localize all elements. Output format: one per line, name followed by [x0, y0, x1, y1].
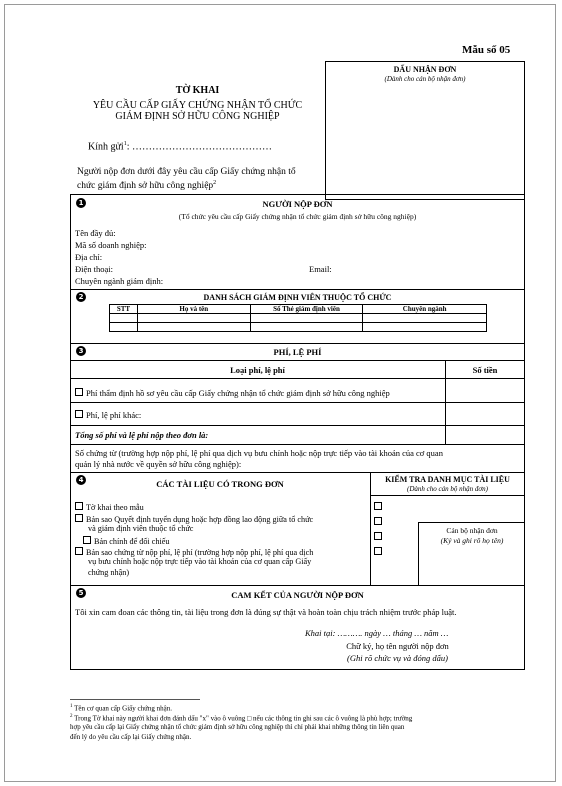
check-box-2[interactable] [374, 517, 382, 525]
section1-subtitle: (Tổ chức yêu cầu cấp Giấy chứng nhận tổ chức giám định sở hữu công nghiệp) [178, 212, 417, 221]
divider [70, 402, 525, 403]
table-cell[interactable] [137, 323, 250, 332]
doc3-label-line3: chứng nhận) [88, 568, 130, 577]
recipient-label: Kính gửi [88, 141, 124, 153]
form-subtitle-line2: GIÁM ĐỊNH SỞ HỮU CÔNG NGHIỆP [115, 111, 280, 122]
fee2-label: Phí, lệ phí khác: [86, 410, 142, 420]
check-note: (Dành cho cán bộ nhận đơn) [407, 485, 488, 493]
divider [70, 585, 525, 586]
divider [70, 360, 525, 361]
doc3-checkbox[interactable] [75, 547, 83, 555]
footnote-2-line2: hợp yêu cầu cấp lại Giấy chứng nhận tổ chức giám định sở hữu công nghiệp thì chỉ phải khai những thông tin liên quan [70, 723, 405, 731]
col-header-name: Họ và tên [137, 305, 250, 314]
fee1-checkbox[interactable] [75, 388, 83, 396]
footnote-2-line1 [70, 714, 412, 722]
table-header-row [110, 305, 487, 314]
doc2-row [75, 514, 313, 524]
divider [70, 289, 525, 290]
fee1-label: Phí thẩm định hồ sơ yêu cầu cấp Giấy chứng nhận tổ chức giám định sở hữu công nghiệp [86, 388, 390, 398]
table-row [110, 323, 487, 332]
divider [445, 360, 446, 444]
col-header-stt: STT [110, 305, 138, 314]
total-fee-label: Tổng số phí và lệ phí nộp theo đơn là: [75, 430, 209, 440]
divider [370, 495, 525, 496]
fee2-checkbox[interactable] [75, 410, 83, 418]
footnote-1 [70, 704, 172, 712]
table-cell[interactable] [250, 323, 363, 332]
section3-number: 3 [76, 346, 86, 356]
doc3-label-line2: vụ bưu chính hoặc nộp trực tiếp vào tài khoản của cơ quan cấp Giấy [88, 557, 312, 566]
footnote-2-text: Trong Tờ khai này người khai đơn đánh dấu "x" vào ô vuông □ nếu các thông tin ghi sau các ô vuông là phù hợp; trường [72, 714, 413, 723]
footnote-1-num: 1 [70, 704, 73, 709]
doc3-label-line1: Bản sao chứng từ nộp phí, lệ phí (trường hợp nộp phí, lệ phí qua dịch [86, 548, 314, 557]
check-title: KIỂM TRA DANH MỤC TÀI LIỆU [385, 475, 510, 484]
table-cell[interactable] [110, 314, 138, 323]
intro-line1: Người nộp đơn dưới đây yêu cầu cấp Giấy chứng nhận tổ [77, 167, 296, 177]
phone-label: Điện thoại: [75, 264, 114, 274]
table-row [110, 314, 487, 323]
section2-title: DANH SÁCH GIÁM ĐỊNH VIÊN THUỘC TỔ CHỨC [203, 293, 392, 302]
divider [70, 425, 525, 426]
receipt-note: (Dành cho cán bộ nhận đơn) [384, 75, 466, 83]
table-cell[interactable] [137, 314, 250, 323]
footnote-ref-1: 1 [123, 141, 127, 147]
col-header-card: Số Thẻ giám định viên [250, 305, 363, 314]
address-label: Địa chỉ: [75, 252, 103, 262]
receipt-no-line1: Số chứng từ (trường hợp nộp phí, lệ phí qua dịch vụ bưu chính hoặc nộp trực tiếp vào tài khoản của cơ quan [75, 448, 443, 458]
doc3-row [75, 547, 313, 557]
declared-at-line [305, 629, 448, 638]
applicant-name-label: Tên đầy đủ: [75, 228, 116, 238]
fee2-row [75, 410, 141, 420]
enterprise-code-label: Mã số doanh nghiệp: [75, 240, 147, 250]
divider [70, 343, 525, 344]
table-cell[interactable] [250, 314, 363, 323]
check-box-1[interactable] [374, 502, 382, 510]
signature-note: (Ghi rõ chức vụ và đóng dấu) [347, 653, 448, 663]
doc1-row [75, 502, 144, 512]
footnote-ref-2: 2 [213, 180, 217, 186]
amount-header: Số tiền [472, 365, 498, 375]
doc2-sub-label: Bản chính để đối chiếu [94, 537, 170, 546]
divider [70, 444, 525, 445]
col-header-field: Chuyên ngành [363, 305, 487, 314]
section4-title: CÁC TÀI LIỆU CÓ TRONG ĐƠN [156, 479, 284, 489]
fee-type-header: Loại phí, lệ phí [230, 365, 285, 375]
recipient-line [88, 141, 272, 152]
footnote-1-text: Tên cơ quan cấp Giấy chứng nhận. [72, 704, 173, 713]
receipt-title: DẤU NHẬN ĐƠN [393, 65, 457, 74]
section1-title: NGƯỜI NỘP ĐƠN [262, 199, 333, 209]
footnote-2-line3: đến lý do yêu cầu cấp lại Giấy chứng nhận. [70, 733, 192, 741]
doc2-label-line2: và giám định viên thuộc tổ chức [88, 524, 194, 533]
check-box-3[interactable] [374, 532, 382, 540]
divider [70, 378, 525, 379]
footnote-2-num: 2 [70, 714, 73, 719]
intro-line2-text: chức giám định sở hữu công nghiệp [77, 181, 214, 192]
doc2-sub-row [83, 536, 170, 546]
table-cell[interactable] [363, 314, 487, 323]
fee1-row [75, 388, 390, 398]
field-label: Chuyên ngành giám định: [75, 276, 164, 286]
table-cell[interactable] [363, 323, 487, 332]
officer-label: Cán bộ nhận đơn [446, 526, 498, 535]
footnote-separator [70, 699, 200, 700]
section4-number: 4 [76, 475, 86, 485]
doc1-label: Tờ khai theo mẫu [86, 503, 144, 512]
form-page [4, 4, 556, 782]
table-cell[interactable] [110, 323, 138, 332]
receipt-no-line2: quản lý nhà nước về quyền sở hữu công nghiệp): [75, 459, 242, 469]
doc2-sub-checkbox[interactable] [83, 536, 91, 544]
receipt-stamp-box [325, 61, 525, 200]
doc2-label-line1: Bản sao Quyết định tuyển dụng hoặc hợp đồng lao động giữa tổ chức [86, 515, 314, 524]
section3-title: PHÍ, LỆ PHÍ [273, 347, 322, 357]
recipient-dots: : …………………………………… [126, 141, 272, 153]
intro-line2 [77, 180, 216, 192]
declared-at-label: Khai tại: [305, 628, 336, 638]
signature-label: Chữ ký, họ tên người nộp đơn [346, 641, 449, 651]
section2-number: 2 [76, 292, 86, 302]
section5-number: 5 [76, 588, 86, 598]
officer-note: (Ký và ghi rõ họ tên) [440, 536, 504, 545]
form-title: TỜ KHAI [175, 85, 220, 96]
check-box-4[interactable] [374, 547, 382, 555]
doc1-checkbox[interactable] [75, 502, 83, 510]
doc2-checkbox[interactable] [75, 514, 83, 522]
form-subtitle-line1: YÊU CẦU CẤP GIẤY CHỨNG NHẬN TỔ CHỨC [92, 100, 303, 111]
section5-title: CAM KẾT CỦA NGƯỜI NỘP ĐƠN [231, 590, 364, 600]
declared-at-dots: ………. ngày … tháng … năm … [335, 628, 449, 638]
divider [70, 472, 525, 473]
form-number: Mẫu số 05 [462, 44, 511, 56]
section1-number: 1 [76, 198, 86, 208]
email-label: Email: [309, 264, 332, 274]
commitment-text: Tôi xin cam đoan các thông tin, tài liệu trong đơn là đúng sự thật và hoàn toàn chịu trách nhiệm trước pháp luật. [75, 607, 457, 617]
officer-box [418, 522, 525, 585]
staff-table [109, 304, 487, 332]
